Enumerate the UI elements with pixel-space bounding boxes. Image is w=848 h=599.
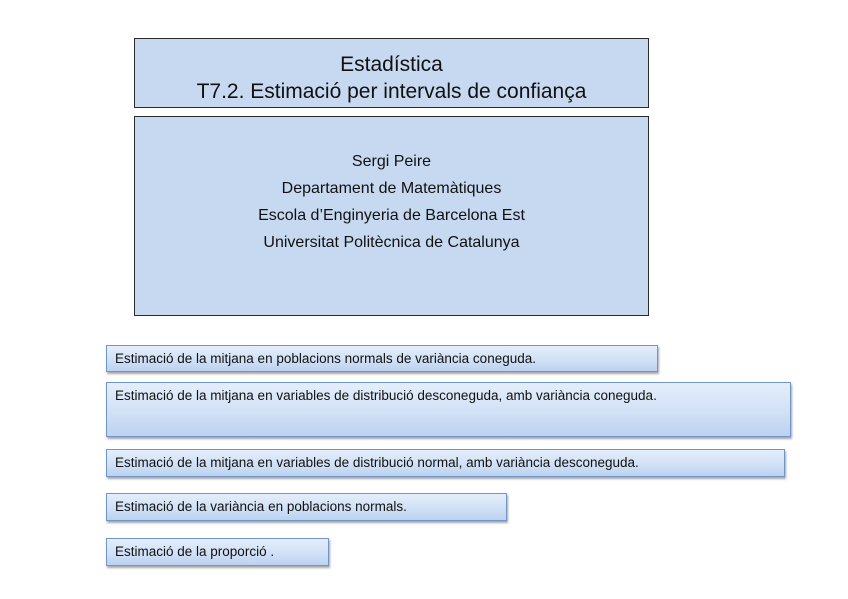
course-title: Estadística: [340, 53, 443, 76]
author-name: Sergi Peire: [351, 153, 432, 170]
topic-button-mean-known-variance[interactable]: Estimació de la mitjana en poblacions normals de variància coneguda.: [106, 345, 658, 372]
topic-button-proportion[interactable]: Estimació de la proporció .: [106, 538, 329, 566]
author-school: Escola d’Enginyeria de Barcelona Est: [258, 207, 525, 224]
lesson-title: T7.2. Estimació per intervals de confiança: [196, 80, 587, 103]
author-box: [134, 116, 649, 316]
title-box: [134, 38, 649, 108]
topic-button-mean-unknown-distribution[interactable]: Estimació de la mitjana en variables de distribució desconeguda, amb variància coneguda.: [106, 382, 791, 437]
author-department: Departament de Matemàtiques: [281, 180, 502, 197]
topic-button-variance[interactable]: Estimació de la variància en poblacions normals.: [106, 493, 507, 521]
author-university: Universitat Politècnica de Catalunya: [263, 234, 520, 251]
topic-button-mean-unknown-variance[interactable]: Estimació de la mitjana en variables de distribució normal, amb variància desconeguda.: [106, 449, 785, 477]
